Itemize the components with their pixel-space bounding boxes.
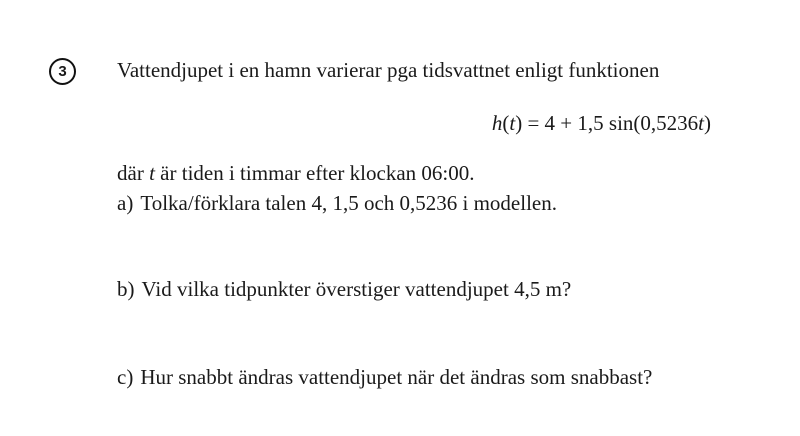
formula-open-paren: ( bbox=[502, 111, 510, 135]
context-post: är tiden i timmar efter klockan 06:00. bbox=[154, 161, 475, 185]
part-text: Hur snabbt ändras vattendjupet när det ändras som snabbast? bbox=[140, 365, 653, 389]
context-pre: där bbox=[117, 161, 150, 185]
part-label: c) bbox=[117, 365, 134, 389]
part-label: a) bbox=[117, 191, 134, 215]
formula-variable: t bbox=[509, 111, 516, 135]
context-variable: t bbox=[149, 161, 155, 185]
question-part-a bbox=[117, 193, 557, 214]
part-text: Vid vilka tidpunkter överstiger vattendjupet 4,5 m? bbox=[141, 277, 572, 301]
problem-number-badge: 3 bbox=[49, 58, 76, 85]
question-part-b bbox=[117, 279, 571, 300]
formula-expression: ) = 4 + 1,5 sin(0,5236 bbox=[515, 111, 699, 135]
problem-intro: Vattendjupet i en hamn varierar pga tidsvattnet enligt funktionen bbox=[117, 58, 660, 82]
part-label: b) bbox=[117, 277, 135, 301]
question-part-c bbox=[117, 367, 652, 388]
formula bbox=[492, 113, 711, 134]
variable-context bbox=[117, 163, 475, 184]
formula-variable-2: t bbox=[698, 111, 704, 135]
part-text: Tolka/förklara talen 4, 1,5 och 0,5236 i modellen. bbox=[140, 191, 557, 215]
formula-close-paren: ) bbox=[704, 111, 711, 135]
formula-function-name: h bbox=[491, 111, 503, 135]
